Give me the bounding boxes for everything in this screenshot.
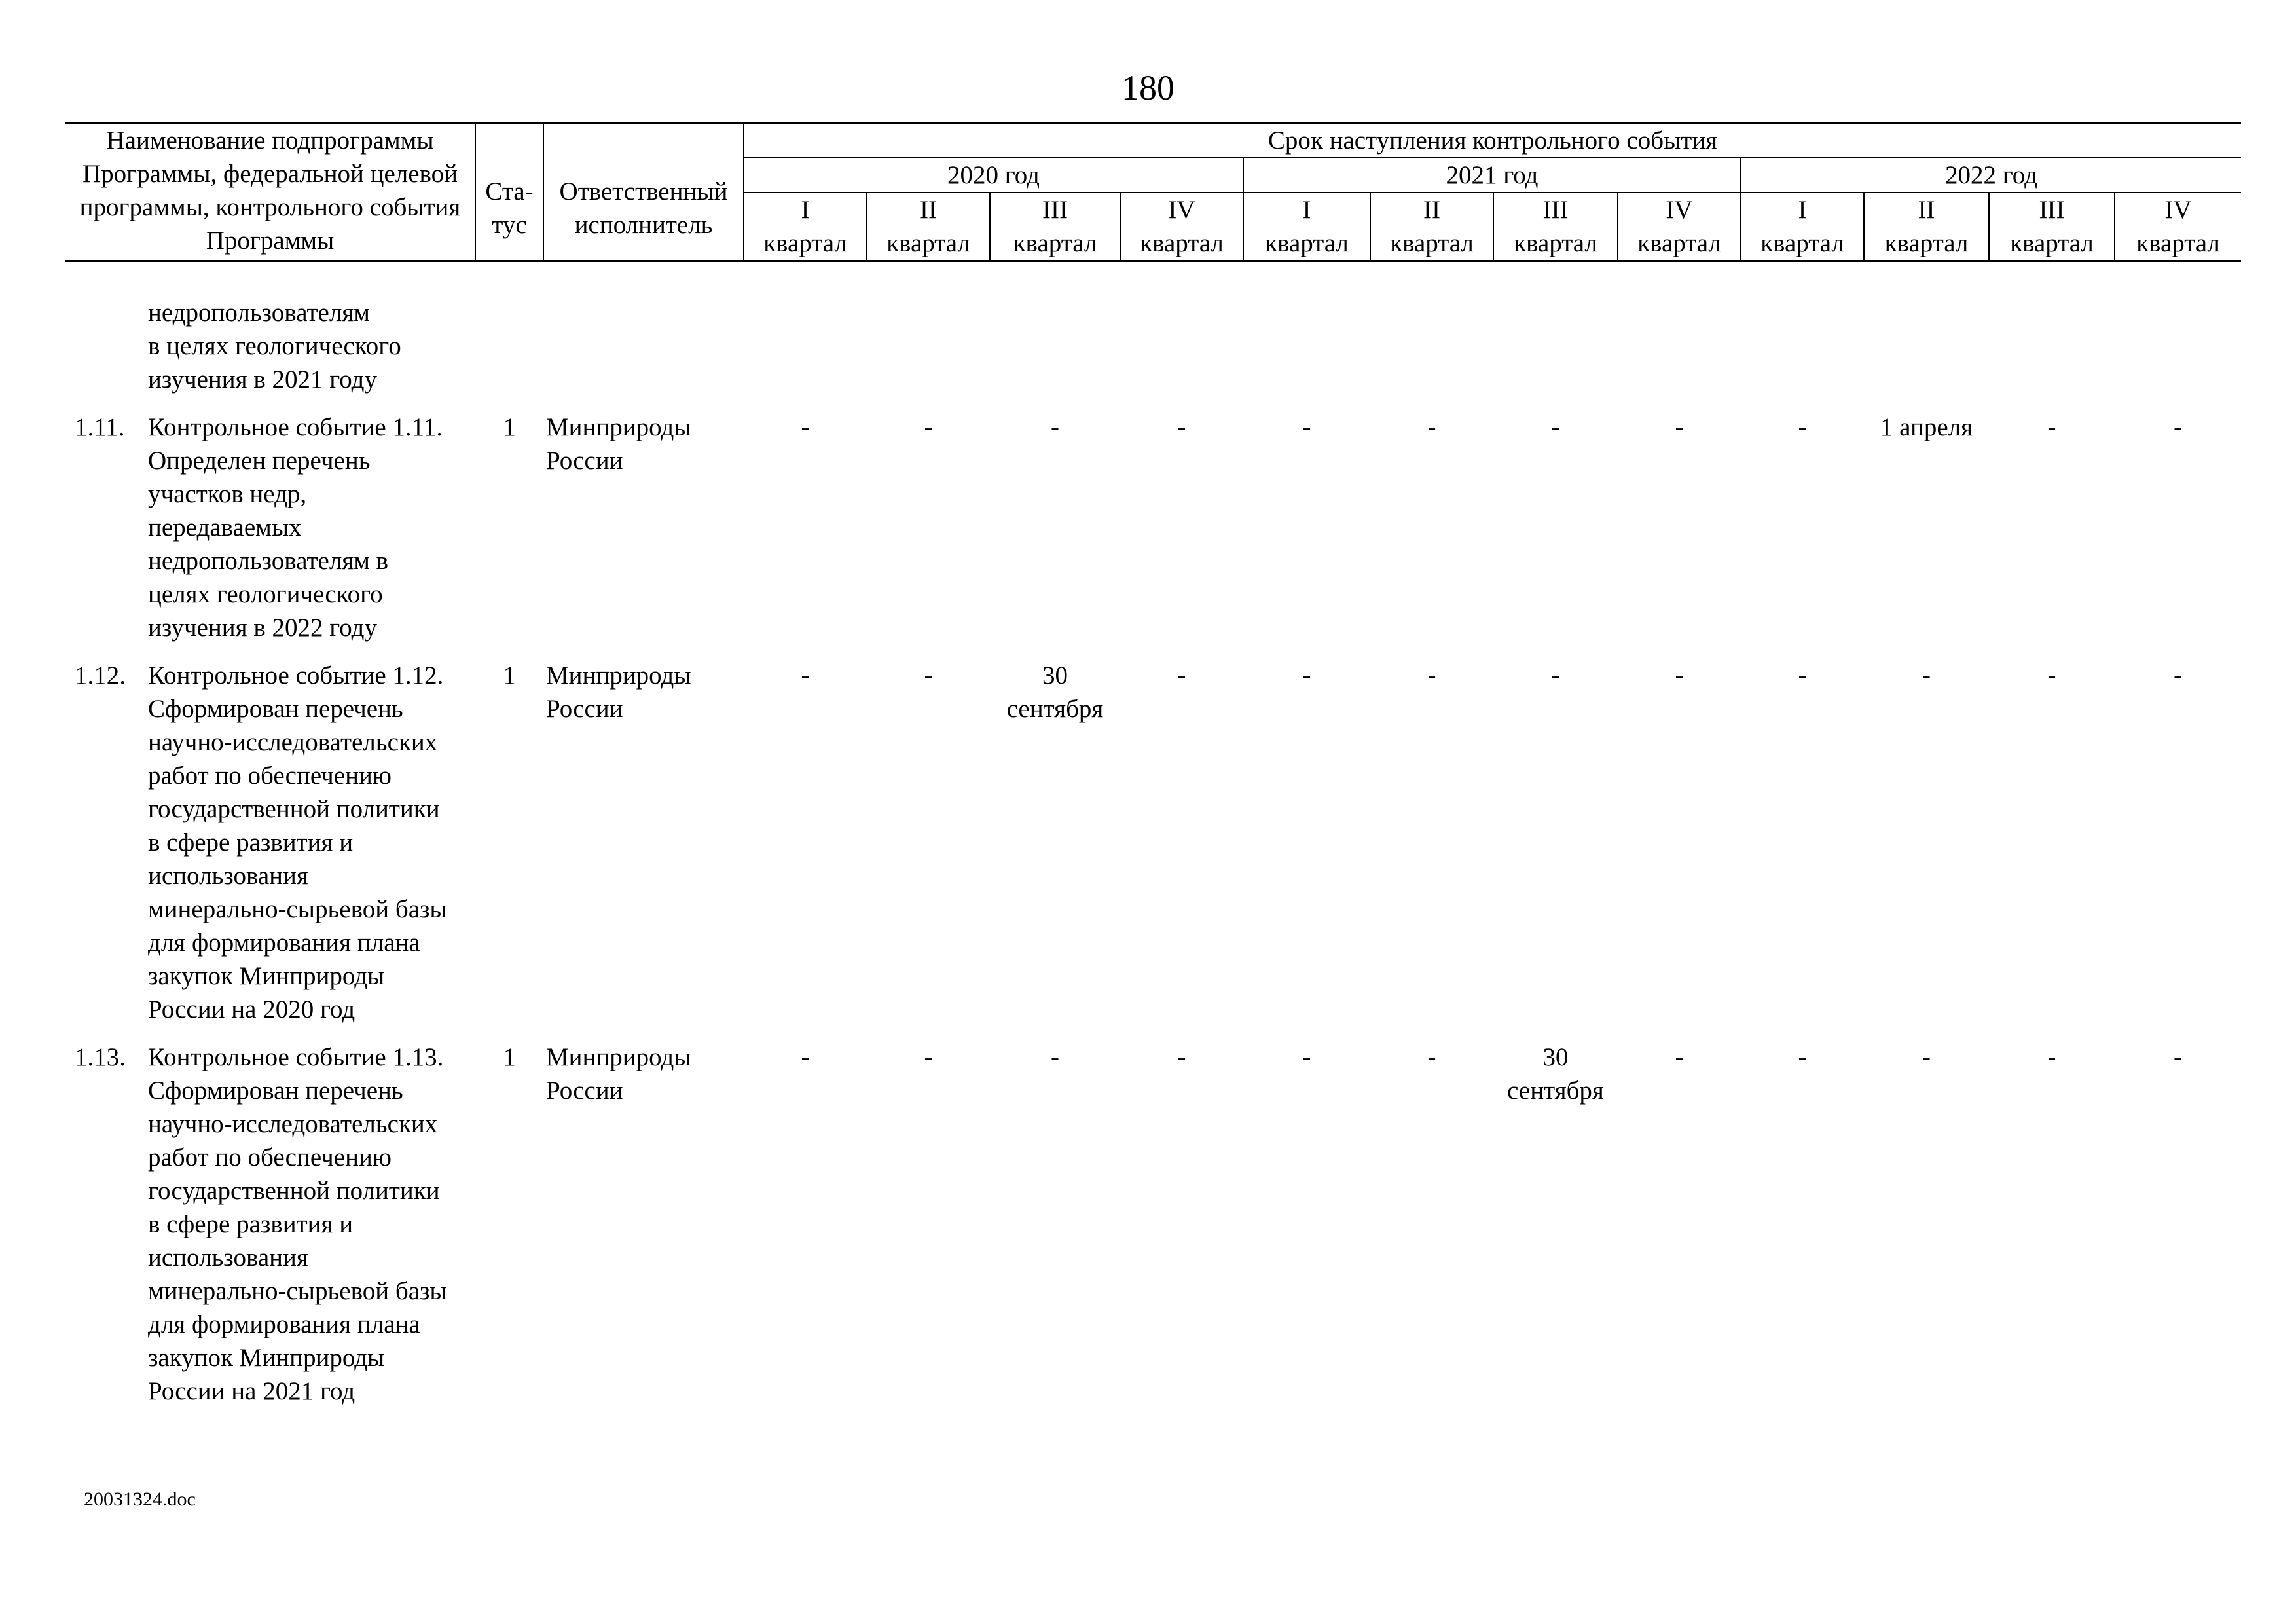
quarter-value-cell — [744, 1041, 867, 1422]
header-quarter-cell — [2115, 193, 2241, 261]
quarter-value-cell — [1120, 1041, 1243, 1422]
cell-line: - — [801, 661, 810, 690]
header-quarter-cell — [1989, 193, 2115, 261]
cell-line: - — [924, 413, 933, 441]
header-quarter-cell — [1243, 193, 1370, 261]
cell-line: России на 2020 год — [148, 995, 355, 1024]
quarter-value-cell — [2115, 659, 2241, 1041]
cell-line: Минприроды — [546, 661, 691, 690]
cell-line: - — [1177, 413, 1186, 441]
quarter-value-cell — [1989, 1041, 2115, 1422]
cell-line: - — [801, 1043, 810, 1071]
cell-line: использования — [148, 1244, 308, 1272]
event-cell — [65, 659, 475, 1041]
quarter-numeral: IV — [1168, 196, 1195, 224]
header-quarter-cell — [867, 193, 990, 261]
cell-line: - — [1177, 1043, 1186, 1071]
header-quarter-cell — [1493, 193, 1618, 261]
quarter-value-cell — [2115, 261, 2241, 411]
quarter-numeral: IV — [2164, 196, 2192, 224]
cell-line: недропользователям в — [148, 547, 389, 575]
cell-line: 1 апреля — [1880, 413, 1973, 441]
responsible-executor — [543, 1041, 744, 1422]
table-row — [65, 659, 2241, 1041]
quarter-value-cell — [1370, 261, 1493, 411]
control-events-table — [65, 122, 2241, 1422]
event-cell — [65, 411, 475, 659]
cell-line: - — [2047, 1043, 2056, 1071]
cell-line: - — [1302, 1043, 1311, 1071]
cell-line: минерально-сырьевой базы — [148, 895, 447, 923]
cell-line: недропользователям — [148, 299, 370, 327]
quarter-numeral: III — [2039, 196, 2065, 224]
cell-line: - — [924, 1043, 933, 1071]
cell-line: закупок Минприроды — [148, 1344, 385, 1372]
quarter-value-cell — [1493, 411, 1618, 659]
header-year-2022: 2022 год — [1741, 158, 2241, 193]
quarter-value-cell — [1493, 659, 1618, 1041]
quarter-value-cell — [1243, 411, 1370, 659]
cell-line: изучения в 2022 году — [148, 614, 377, 642]
event-name — [148, 411, 473, 644]
header-deadline-group: Срок наступления контрольного события — [744, 123, 2241, 158]
cell-line: использования — [148, 862, 308, 890]
header-quarter-cell — [1864, 193, 1989, 261]
quarter-word: квартал — [1514, 229, 1597, 257]
cell-line: Сформирован перечень — [148, 695, 403, 723]
quarter-numeral: III — [1542, 196, 1569, 224]
header-year-2021: 2021 год — [1243, 158, 1741, 193]
quarter-word: квартал — [1884, 229, 1969, 257]
header-status-line-2: тус — [492, 211, 527, 239]
cell-line: Контрольное событие 1.12. — [148, 661, 444, 690]
cell-line: Контрольное событие 1.13. — [148, 1043, 444, 1071]
cell-line: - — [1675, 1043, 1684, 1071]
header-name-column: Наименование подпрограммы Программы, федеральной целевой программы, контрольного события Программы — [65, 123, 475, 261]
cell-line: Определен перечень — [148, 447, 371, 475]
cell-line: России на 2021 год — [148, 1377, 355, 1405]
cell-line: - — [2174, 661, 2182, 690]
event-name — [148, 1041, 473, 1408]
quarter-value-cell — [1120, 411, 1243, 659]
quarter-value-cell — [744, 659, 867, 1041]
quarter-value-cell — [2115, 411, 2241, 659]
quarter-value-cell — [990, 659, 1120, 1041]
quarter-value-cell — [1370, 659, 1493, 1041]
quarter-numeral: III — [1042, 196, 1068, 224]
cell-line: изучения в 2021 году — [148, 365, 377, 394]
quarter-value-cell — [1243, 261, 1370, 411]
header-quarter-cell — [744, 193, 867, 261]
event-name — [148, 659, 473, 1026]
cell-line: Минприроды — [546, 413, 691, 441]
cell-line: - — [1922, 1043, 1931, 1071]
cell-line: - — [2047, 661, 2056, 690]
cell-line: - — [1051, 1043, 1059, 1071]
responsible-executor — [543, 659, 744, 1041]
quarter-value-cell — [1741, 411, 1864, 659]
quarter-value-cell — [1618, 261, 1741, 411]
quarter-value-cell — [990, 261, 1120, 411]
quarter-word: квартал — [2136, 229, 2220, 257]
cell-line: 30 — [1542, 1043, 1569, 1071]
header-responsible-column: Ответственный исполнитель — [543, 123, 744, 261]
event-cell — [65, 1041, 475, 1422]
quarter-value-cell — [1618, 411, 1741, 659]
table-row — [65, 411, 2241, 659]
table-row — [65, 1041, 2241, 1422]
quarter-value-cell — [2115, 1041, 2241, 1422]
quarter-value-cell — [1864, 659, 1989, 1041]
quarter-numeral: II — [920, 196, 937, 224]
cell-line: - — [1302, 661, 1311, 690]
quarter-word: квартал — [886, 229, 970, 257]
quarter-numeral: II — [1423, 196, 1440, 224]
quarter-word: квартал — [2010, 229, 2094, 257]
cell-line: Контрольное событие 1.11. — [148, 413, 443, 441]
cell-line: - — [1051, 413, 1059, 441]
header-quarter-cell — [1741, 193, 1864, 261]
cell-line: закупок Минприроды — [148, 962, 385, 990]
header-status-line-1: Ста- — [485, 177, 534, 206]
quarter-value-cell — [867, 1041, 990, 1422]
cell-line: участков недр, — [148, 480, 307, 508]
quarter-value-cell — [1864, 261, 1989, 411]
cell-line: в целях геологического — [148, 332, 401, 360]
quarter-word: квартал — [763, 229, 847, 257]
quarter-value-cell — [1370, 411, 1493, 659]
event-cell — [65, 261, 475, 411]
cell-line: - — [1922, 661, 1931, 690]
quarter-numeral: II — [1918, 196, 1935, 224]
responsible-executor — [543, 261, 744, 411]
cell-line: - — [2047, 413, 2056, 441]
quarter-value-cell — [1618, 1041, 1741, 1422]
event-status: 1 — [503, 1043, 516, 1071]
quarter-word: квартал — [1140, 229, 1224, 257]
table-row — [65, 261, 2241, 411]
quarter-value-cell — [1618, 659, 1741, 1041]
cell-line: в сфере развития и — [148, 828, 354, 857]
cell-line: России — [546, 1077, 623, 1105]
quarter-value-cell — [1493, 261, 1618, 411]
cell-line: сентября — [1006, 695, 1104, 723]
quarter-value-cell — [990, 1041, 1120, 1422]
table-body — [65, 261, 2241, 1423]
event-status: 1 — [503, 413, 516, 441]
quarter-numeral: I — [1302, 196, 1311, 224]
cell-line: - — [1798, 1043, 1807, 1071]
cell-line: - — [1427, 1043, 1436, 1071]
cell-line: - — [1798, 661, 1807, 690]
cell-line: 30 — [1042, 661, 1068, 690]
header-status-column — [475, 123, 543, 261]
quarter-value-cell — [1989, 659, 2115, 1041]
header-year-2020: 2020 год — [744, 158, 1243, 193]
quarter-word: квартал — [1760, 229, 1844, 257]
cell-line: - — [1675, 661, 1684, 690]
quarter-value-cell — [1989, 261, 2115, 411]
quarter-value-cell — [867, 659, 990, 1041]
row-number: 1.11. — [75, 413, 125, 441]
cell-line: - — [1427, 661, 1436, 690]
cell-line: России — [546, 695, 623, 723]
quarter-value-cell — [1120, 261, 1243, 411]
cell-line: государственной политики — [148, 795, 440, 823]
cell-line: - — [1551, 413, 1560, 441]
event-status — [475, 261, 543, 411]
quarter-numeral: I — [1798, 196, 1807, 224]
row-number — [65, 296, 148, 396]
quarter-word: квартал — [1637, 229, 1721, 257]
cell-line: передаваемых — [148, 513, 302, 542]
event-name — [148, 296, 473, 396]
quarter-value-cell — [1741, 261, 1864, 411]
quarter-value-cell — [1120, 659, 1243, 1041]
quarter-numeral: IV — [1666, 196, 1693, 224]
cell-line: - — [801, 413, 810, 441]
quarter-word: квартал — [1265, 229, 1349, 257]
cell-line: для формирования плана — [148, 1310, 420, 1338]
quarter-numeral: I — [801, 196, 810, 224]
event-status: 1 — [503, 661, 516, 690]
cell-line: - — [1798, 413, 1807, 441]
cell-line: для формирования плана — [148, 929, 420, 957]
quarter-value-cell — [744, 411, 867, 659]
row-number: 1.13. — [75, 1043, 126, 1071]
cell-line: работ по обеспечению — [148, 762, 392, 790]
quarter-value-cell — [1864, 1041, 1989, 1422]
quarter-word: квартал — [1013, 229, 1097, 257]
header-quarter-cell — [990, 193, 1120, 261]
quarter-value-cell — [1741, 659, 1864, 1041]
quarter-value-cell — [1493, 1041, 1618, 1422]
quarter-word: квартал — [1390, 229, 1474, 257]
quarter-value-cell — [1989, 411, 2115, 659]
cell-line: - — [1177, 661, 1186, 690]
cell-line: научно-исследовательских — [148, 1110, 438, 1138]
cell-line: - — [1302, 413, 1311, 441]
cell-line: Минприроды — [546, 1043, 691, 1071]
cell-line: государственной политики — [148, 1177, 440, 1205]
header-quarter-cell — [1618, 193, 1741, 261]
quarter-value-cell — [867, 411, 990, 659]
quarter-value-cell — [867, 261, 990, 411]
row-number: 1.12. — [75, 661, 126, 690]
cell-line: - — [2174, 413, 2182, 441]
quarter-value-cell — [1370, 1041, 1493, 1422]
cell-line: научно-исследовательских — [148, 728, 438, 756]
cell-line: - — [1675, 413, 1684, 441]
cell-line: работ по обеспечению — [148, 1143, 392, 1172]
quarter-value-cell — [1741, 1041, 1864, 1422]
quarter-value-cell — [1243, 1041, 1370, 1422]
cell-line: - — [1551, 661, 1560, 690]
cell-line: сентября — [1507, 1077, 1604, 1105]
quarter-value-cell — [744, 261, 867, 411]
cell-line: целях геологического — [148, 580, 383, 608]
cell-line: Сформирован перечень — [148, 1077, 403, 1105]
header-quarter-cell — [1120, 193, 1243, 261]
cell-line: - — [924, 661, 933, 690]
header-quarter-cell — [1370, 193, 1493, 261]
cell-line: России — [546, 447, 623, 475]
footer-file-name: 20031324.doc — [84, 1488, 196, 1510]
quarter-value-cell — [1243, 659, 1370, 1041]
quarter-value-cell — [1864, 411, 1989, 659]
quarter-value-cell — [990, 411, 1120, 659]
cell-line: - — [2174, 1043, 2182, 1071]
cell-line: минерально-сырьевой базы — [148, 1277, 447, 1305]
cell-line: в сфере развития и — [148, 1210, 354, 1238]
cell-line: - — [1427, 413, 1436, 441]
responsible-executor — [543, 411, 744, 659]
page-number: 180 — [1121, 68, 1175, 107]
